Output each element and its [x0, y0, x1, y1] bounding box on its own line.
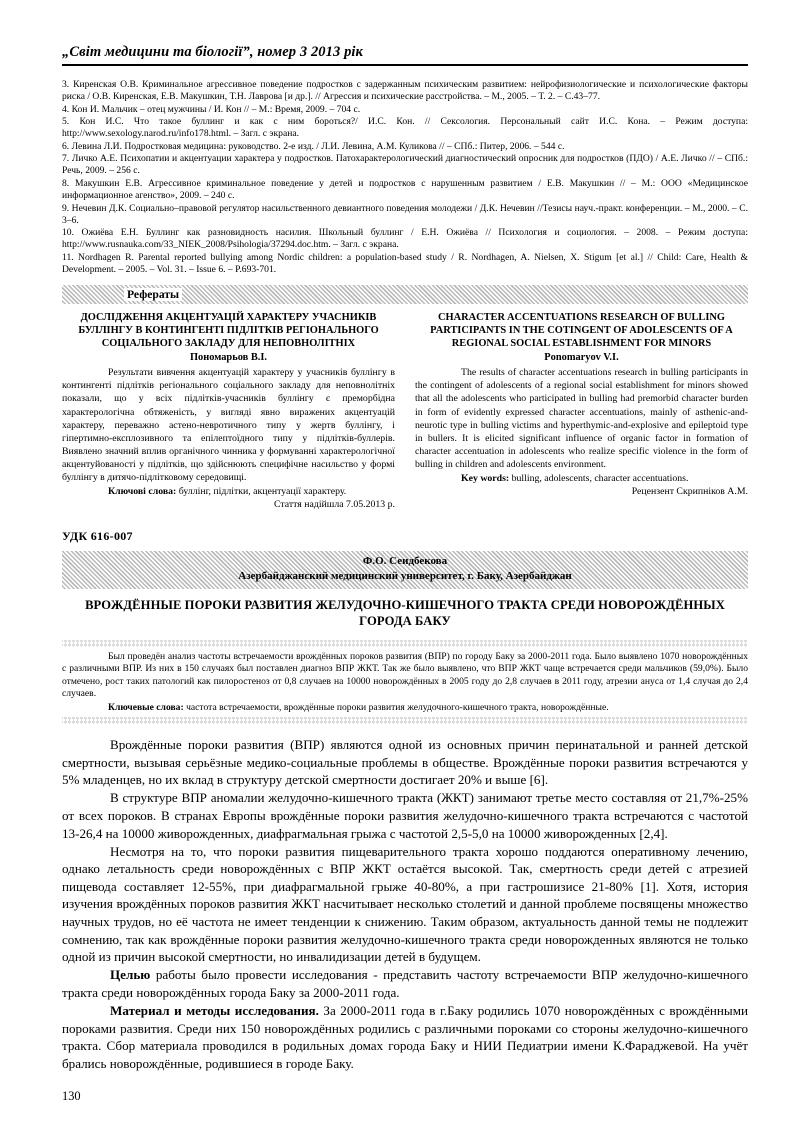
article-abstract-keywords-value: частота встречаемости, врождённые пороки развития желудочного-кишечного тракта, новорождённые.	[186, 701, 609, 713]
abstract-keywords-value: bulling, adolescents, character accentuations.	[511, 473, 689, 485]
body-paragraph-methods	[62, 1002, 748, 1072]
abstract-footer: Рецензент Скрипніков А.М.	[631, 485, 748, 497]
article-abstract-keywords-label: Ключевые слова:	[108, 701, 184, 713]
article-author: Ф.О. Сеидбекова	[362, 554, 448, 567]
page-number: 130	[62, 1089, 81, 1103]
article-abstract-keywords	[62, 702, 748, 714]
reference-item: 9. Нечевин Д.К. Социально–правовой регулятор насильственного девиантного поведения молодежи / Д.К. Нечевин //Тезисы науч.-практ. конференции. – М., 2000. – С. 3–6.	[62, 202, 748, 226]
abstract-body: The results of character accentuations research in bulling participants in the contingent of adolescents of a regional social establishment for minors showed that all the adolescents who participated in bulling had premorbid character burden in form of evidently expressed character accentuations, mainly of asthenic-and-neurotic type in bulling victims and hyperthymic-and-explosive and epileptoid type in bullers. It is elicited significant influence of organic factor in formation of character accentuation in adolescents who realize specific violence in the form of bulling in children and adolescents environment.	[415, 367, 748, 471]
wave-rule-top	[62, 640, 748, 647]
reference-item: 5. Кон И.С. Что такое буллинг и как с ним бороться?/ И.С. Кон. // Сексология. Персональный сайт И.С. Кона. – Режим доступа: http://www.sexology.narod.ru/info178.html. – Загл. с экрана.	[62, 116, 748, 140]
body-paragraph-goal	[62, 966, 748, 1001]
section-band-label: Рефераты	[124, 288, 182, 301]
reference-item: 8. Макушкин Е.В. Агрессивное криминальное поведение у детей и подростков с нарушенным развитием / Е.В. Макушкин // – М.: ООО «Медицинское информационное агенство», 2009. – 240 с.	[62, 177, 748, 202]
abstract-keywords	[62, 485, 395, 498]
abstract-title: CHARACTER ACCENTUATIONS RESEARCH OF BULLING PARTICIPANTS IN THE COTINGENT OF ADOLESCENTS OF A REGIONAL SOCIAL ESTABLISHMENT FOR MINORS	[430, 312, 733, 349]
methods-label: Материал и методы исследования.	[110, 1003, 319, 1019]
abstract-keywords-label: Key words:	[461, 473, 510, 485]
abstract-title: ДОСЛІДЖЕННЯ АКЦЕНТУАЦІЙ ХАРАКТЕРУ УЧАСНИКІВ БУЛЛІНГУ В КОНТИНГЕНТІ ПІДЛІТКІВ РЕГІОНАЛЬНОГО СОЦІАЛЬНОГО ЗАКЛАДУ ДЛЯ НЕПОВНОЛІТНІХ	[78, 312, 379, 349]
references-list	[62, 79, 748, 276]
article-affiliation: Азербайджанский медицинский университет, г. Баку, Азербайджан	[238, 570, 572, 583]
abstract-author: Ponomaryov V.I.	[544, 351, 619, 363]
article-abstract-box	[62, 640, 748, 724]
reference-item: 3. Киренская О.В. Криминальное агрессивное поведение подростков с задержанным психическим развитием: нейрофизиологические и психологические факторы риска / О.В. Киренская, Е.В. Макушкин, Т.Н. Лаврова [и др.]. // Агрессия и психические расстройства. – М., 2005. – Т. 2. – С.43–77.	[62, 79, 748, 103]
reference-item: 6. Левина Л.И. Подростковая медицина: руководство. 2-е изд. / Л.И. Левина, А.М. Куликова // – СПб.: Питер, 2006. – 544 с.	[62, 140, 565, 152]
article-body	[62, 736, 748, 1073]
body-paragraph: В структуре ВПР аномалии желудочно-кишечного тракта (ЖКТ) занимают третье место составляя от 21,7%-25% от всех пороков. В странах Европы врождённые пороки развития желудочно-кишечного тракта встречаются с частотой 13-26,4 на 10000 живорожденных, диафрагмальная грыжа с частотой 2,5-5,0 на 10000 живорожденных [2,4].	[62, 790, 748, 841]
abstract-keywords-value: буллінг, підлітки, акцентуації характеру.	[178, 486, 347, 498]
abstract-footer: Стаття надійшла 7.05.2013 р.	[273, 498, 395, 510]
abstract-author: Пономарьов В.І.	[189, 351, 268, 363]
udc-code: УДК 616-007	[62, 528, 133, 543]
section-band-abstracts	[62, 285, 748, 304]
abstract-english	[415, 312, 748, 512]
abstract-ukrainian	[62, 312, 395, 512]
wave-rule-bottom	[62, 717, 748, 724]
body-paragraph: Врождённые пороки развития (ВПР) являются одной из основных причин перинатальной и ранней детской смертности, вызывая серьёзные медико-социальные проблемы в обществе. Врождённые пороки развития встречаются у 5% младенцев, но их вклад в структуру детской смертности достигает 20% и выше [6].	[62, 736, 748, 788]
reference-item: 7. Личко А.Е. Психопатии и акцентуации характера у подростков. Патохарактерологический диагностический опросник для подростков (ПДО) / А.Е. Личко // – СПб.: Речь, 2009. – 256 с.	[62, 153, 748, 177]
abstract-keywords	[415, 472, 748, 485]
goal-label: Целью	[110, 967, 151, 983]
abstract-body: Результати вивчення акцентуацій характеру у учасників буллінгу в контингенті підлітків регіонального соціального закладу для неповнолітніх показали, що у всіх підлітків-учасників буллінгу є преморбідна характерологічна обтяженість, у вигляді явно виражених акцентуацій характеру, переважно астено-невротичного типу у жертв буллінгу, і гіпертимно-експлозивного та епілептоїдного типу у підлітків-буллерів. Виявлено значний вплив органічного чинника у формуванні характерологічної акцентуйованості у підлітків, що здійснюють специфічне насильство у формі буллінгу в дитячо-підлітковому середовищі.	[62, 367, 395, 484]
article-author-band	[62, 551, 748, 589]
article-abstract-body: Был проведён анализ частоты встречаемости врождённых пороков развития (ВПР) по городу Баку за 2000-2011 года. Было выявлено 1070 новорождённых с различными ВПР. Из них в 150 случаях был поставлен диагноз ВПР ЖКТ. Так же было выявлено, что ВПР ЖКТ чаще встречается среди мальчиков (59,0%). Было отмечено, рост таких патологий как пилоростеноз от 0,8 случаев на 10000 новорождённых в 2005 году до 2,8 случаев в 2011 году, атрезии ануса от 1,4 случая до 2,4 случаев.	[62, 650, 748, 700]
abstract-keywords-label: Ключові слова:	[108, 486, 177, 498]
body-paragraph: Несмотря на то, что пороки развития пищеварительного тракта хорошо поддаются оперативному лечению, однако летальность среди новорождённых с ВПР ЖКТ остаётся высокой. Так, смертность среди детей с атрезией пищевода составляет 12-55%, при диафрагмальной грыже 40-80%, а при гастрошизисе 21-80% [1]. Хотя, история изучения врождённых пороков развития ЖКТ насчитывает несколько столетий и данной проблеме посвящены множество научных трудов, но её частота не имеет тенденции к снижению. Таким образом, актуальность данной темы не подлежит сомнению, так как врождённые пороки развития желудочно-кишечного тракта среди новорожденных являются не только одной из причин высокой смертности, но инвалидизации детей в будущем.	[62, 843, 748, 965]
running-head: „Світ медицини та біології”, номер 3 2013 рік	[62, 44, 363, 60]
reference-item: 11. Nordhagen R. Parental reported bullying among Nordic children: a population-based study / R. Nordhagen, A. Nielsen, X. Stigum [et al.] // Child: Care, Health & Development. – 2005. – Vol. 31. – Issue 6. – P.693-701.	[62, 251, 748, 275]
methods-text: За 2000-2011 года в г.Баку родились 1070 новорождённых с врождёнными пороками развития. Среди них 150 новорождённых родились с различными пороками со стороны желудочно-кишечного тракта. Сбор материала проводился в родильных домах города Баку и НИИ Педиатрии имени К.Фараджевой. На учёт брались новорождённые, родившиеся в городе Баку.	[62, 1003, 749, 1071]
goal-text: работы было провести исследования - представить частоту встречаемости ВПР желудочно-кишечного тракта среди новорождённых города Баку за 2000-2011 года.	[62, 967, 748, 1000]
reference-item: 10. Ожиёва Е.Н. Буллинг как разновидность насилия. Школьный буллинг / Е.Н. Ожиёва // Психология и социология. – 2008. – Режим доступа: http://www.rusnauka.com/33_NIEK_2008/Psihologia/37294.doc.htm. – Загл. с экрана.	[62, 227, 748, 251]
reference-item: 4. Кон И. Мальчик – отец мужчины / И. Кон // – М.: Время, 2009. – 704 с.	[62, 103, 361, 115]
header-rule	[62, 64, 748, 66]
abstracts-columns	[62, 312, 748, 512]
article-title: ВРОЖДЁННЫЕ ПОРОКИ РАЗВИТИЯ ЖЕЛУДОЧНО-КИШЕЧНОГО ТРАКТА СРЕДИ НОВОРОЖДЁННЫХ ГОРОДА БАКУ	[85, 597, 725, 628]
